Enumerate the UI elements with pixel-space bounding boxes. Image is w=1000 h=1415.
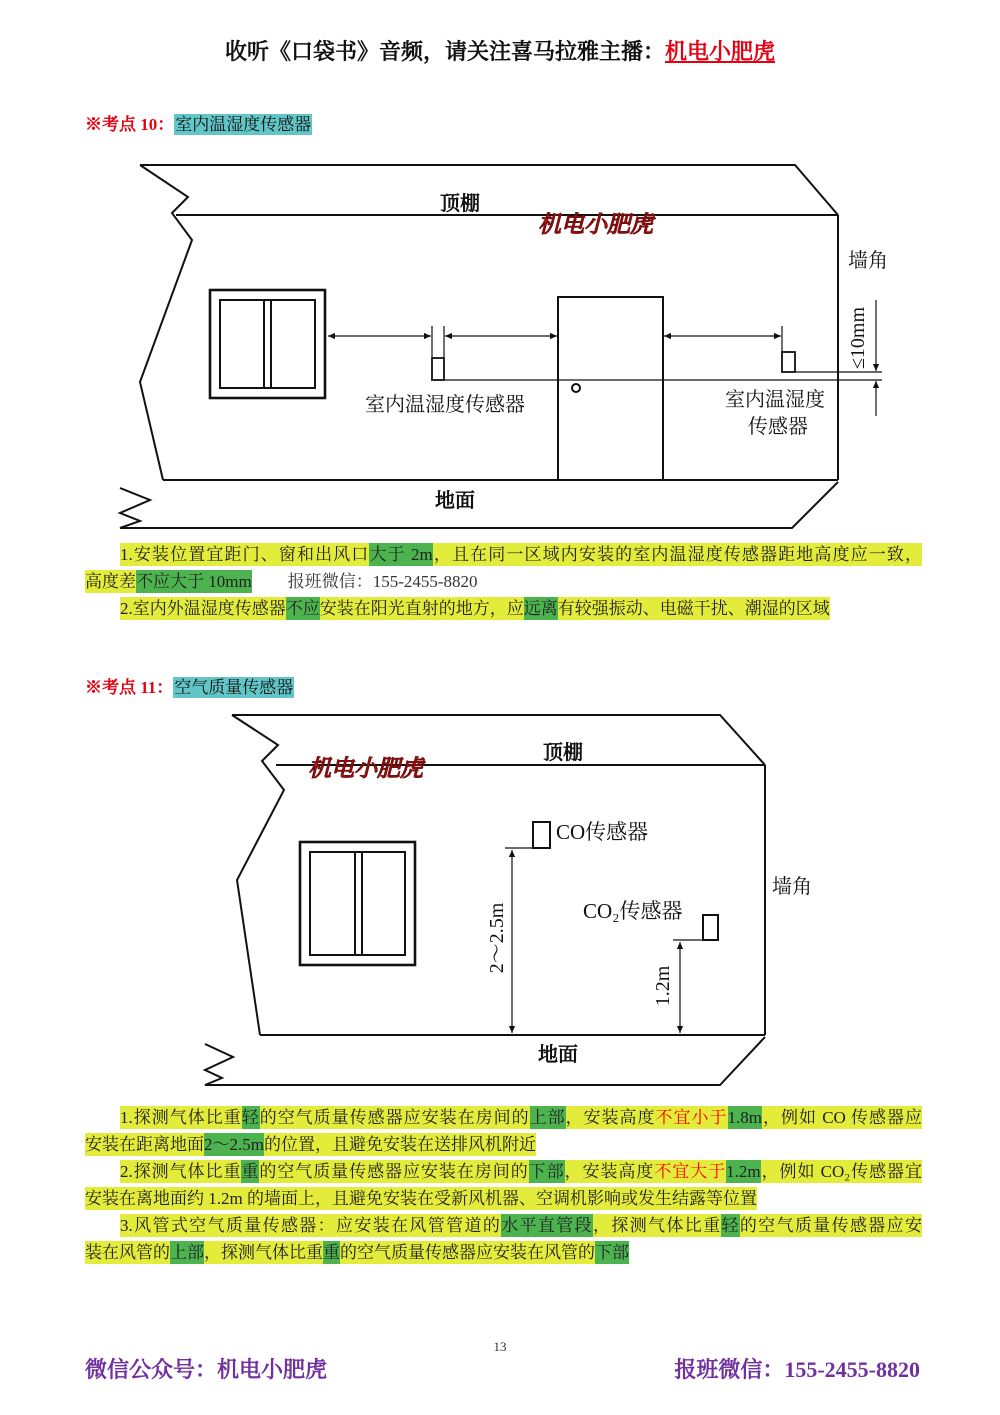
key-term-highlight: 重 [241,1162,260,1181]
wall-corner-label: 墙角 [848,250,888,272]
sensor-label: 室内温湿度 [725,389,825,411]
highlighted-text: 的空气质量传感器应安装在房间的 [259,1162,529,1181]
temp-humidity-sensor [432,358,444,380]
highlighted-text: 有较强振动、电磁干扰、潮湿的区域 [557,599,830,618]
wall-break-edge [232,715,284,1035]
co2-sensor [703,915,718,940]
contact-text: 报班微信：155-2455-8820 [287,572,478,591]
note-line [85,1185,922,1212]
page-number: 13 [493,1339,507,1354]
key-term-highlight: 上部 [529,1108,566,1127]
temp-humidity-sensor [782,352,795,372]
highlighted-text: ，安装高度 [565,1108,656,1127]
note-line [85,595,922,622]
note-line [85,1212,922,1239]
highlighted-text: 的空气质量传感器应安装在房间的 [259,1108,530,1127]
key-term-highlight: 水平直管段 [501,1216,593,1235]
highlighted-text: 安装在离地面约 1.2m 的墙面上，且避免安装在受新风机器、空调机影响或发生结露等位置 [85,1189,757,1208]
highlighted-text: ，例如 CO 传感器应 [761,1108,923,1127]
window [300,842,415,965]
door-knob [572,384,580,392]
co2-sensor-label: CO₂传感器 [583,899,683,923]
highlighted-text: 装在风管的 [85,1243,170,1262]
topic-11-heading [85,676,294,700]
footer-contact: 报班微信：155-2455-8820 [674,1357,920,1382]
highlighted-text: 3.风管式空气质量传感器：应安装在风管管道的 [120,1216,502,1235]
highlighted-text: 2.室内外温湿度传感器 [120,599,286,618]
topic-11-notes [85,1104,922,1266]
window [210,290,325,398]
tolerance-label: ≤10mm [847,306,869,370]
topic-title: 室内温湿度传感器 [175,115,312,134]
key-term-highlight: 重 [323,1243,340,1262]
note-line [85,568,922,595]
co-sensor-label: CO传感器 [556,820,649,844]
topic-10-notes [85,541,922,622]
temp-humidity-sensor-diagram [100,155,900,540]
highlighted-text: 1.探测气体比重 [120,1108,242,1127]
note-line [85,541,922,568]
topic-marker: ※考点 10： [85,115,175,134]
floor-label: 地面 [435,490,475,512]
key-term-highlight: 2～2.5m [204,1135,264,1154]
highlighted-text: ，且在同一区域内安装的室内温湿度传感器距地高度应一致， [432,545,923,564]
co-height-label: 2～2.5m [486,902,508,974]
co2-height-label: 1.2m [652,965,674,1007]
floor-strip-edge [205,1037,765,1085]
highlighted-text: 高度差 [85,572,136,591]
topic-title: 空气质量传感器 [174,678,294,697]
warning-text: 不宜大于 [654,1162,727,1181]
air-quality-sensor-diagram [190,705,830,1095]
ceiling-label: 顶棚 [440,193,480,215]
wall-corner-label: 墙角 [772,876,812,898]
key-term-highlight: 1.8m [727,1108,762,1127]
topic-10-heading [85,113,312,137]
watermark: 机电小肥虎 [538,212,653,237]
key-term-highlight: 下部 [528,1162,565,1181]
warning-text: 不宜小于 [655,1108,728,1127]
wall-break-edge [140,165,192,480]
note-line [85,1158,922,1185]
highlighted-text: 的空气质量传感器应安 [739,1216,923,1235]
key-term-highlight: 远离 [523,599,558,618]
door [558,297,663,480]
highlighted-text: 安装在距离地面 [85,1135,204,1154]
page-header [0,36,1000,68]
highlighted-text: ，探测气体比重 [592,1216,722,1235]
floor-label: 地面 [538,1044,578,1066]
key-term-highlight: 轻 [241,1108,260,1127]
highlighted-text: ，探测气体比重 [204,1243,323,1262]
note-line [85,1131,922,1158]
sensor-label: 室内温湿度传感器 [365,394,525,416]
highlighted-text: ，安装高度 [564,1162,655,1181]
highlighted-text: ，例如 CO₂传感器宜 [760,1162,923,1181]
note-line [85,1104,922,1131]
floor-strip-edge [120,482,838,528]
key-term-highlight: 轻 [721,1216,740,1235]
wall-top-edge [140,165,838,215]
key-term-highlight: 上部 [170,1243,204,1262]
footer-wechat-account: 微信公众号：机电小肥虎 [85,1357,328,1382]
key-term-highlight: 不应大于 10mm [136,572,252,591]
topic-marker: ※考点 11： [85,678,174,697]
host-name-link[interactable]: 机电小肥虎 [665,39,776,64]
highlighted-text: 的位置，且避免安装在送排风机附近 [263,1135,536,1154]
key-term-highlight: 下部 [595,1243,629,1262]
key-term-highlight: 1.2m [726,1162,761,1181]
sensor-label: 传感器 [748,416,808,438]
highlighted-text: 的空气质量传感器应安装在风管的 [340,1243,595,1262]
highlighted-text: 2.探测气体比重 [120,1162,242,1181]
co-sensor [533,822,550,848]
key-term-highlight: 不应 [285,599,320,618]
highlighted-text: 安装在阳光直射的地方，应 [319,599,524,618]
header-text: 收听《口袋书》音频，请关注喜马拉雅主播： [224,39,665,64]
key-term-highlight: 大于 2m [369,545,433,564]
highlighted-text: 1.安装位置宜距门、窗和出风口 [120,545,370,564]
note-line [85,1239,922,1266]
ceiling-label: 顶棚 [543,742,583,764]
watermark: 机电小肥虎 [308,756,423,781]
